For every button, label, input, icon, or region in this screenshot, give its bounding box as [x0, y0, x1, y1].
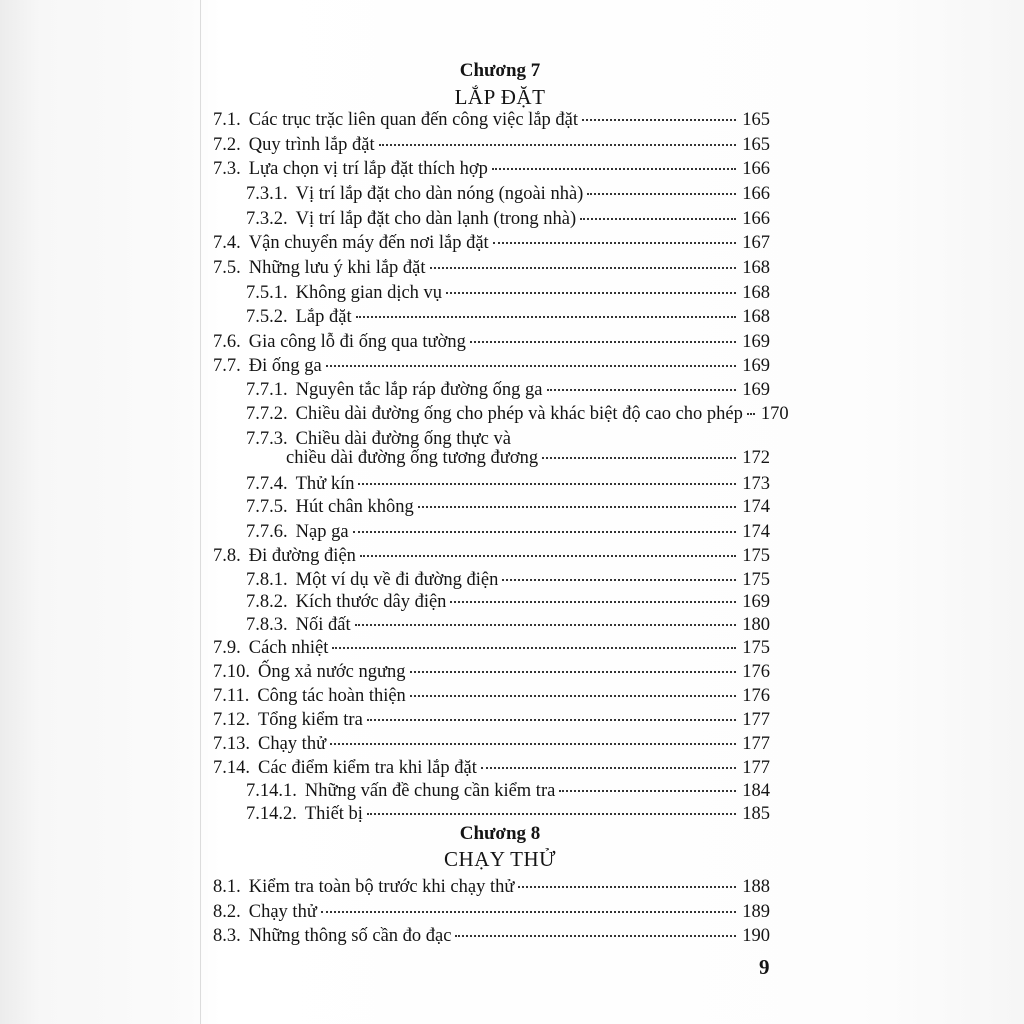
toc-entry	[213, 157, 770, 181]
toc-entry-number: 8.2.	[213, 902, 241, 922]
toc-entry	[213, 256, 770, 280]
toc-entry-number: 7.7.3.	[246, 429, 288, 449]
dot-leader	[747, 412, 755, 415]
toc-entry-title: Không gian dịch vụ	[295, 283, 443, 303]
toc-entry-number: 7.4.	[213, 233, 241, 253]
toc-entry-title: Thiết bị	[304, 804, 363, 824]
dot-leader	[367, 718, 736, 721]
dot-leader	[518, 885, 736, 888]
toc-entry-page: 174	[742, 522, 770, 542]
toc-entry-title: Nạp ga	[295, 522, 349, 542]
toc-entry-page: 169	[742, 592, 770, 612]
toc-entry-page: 175	[742, 570, 770, 590]
dot-leader	[332, 646, 736, 649]
toc-entry-title: Cách nhiệt	[248, 638, 329, 658]
toc-entry	[213, 354, 770, 378]
dot-leader	[455, 934, 736, 937]
toc-entry-page: 166	[742, 159, 770, 179]
toc-entry-title: Nguyên tắc lắp ráp đường ống ga	[295, 380, 543, 400]
toc-entry	[246, 182, 770, 206]
toc-entry	[213, 708, 770, 732]
toc-entry-title: Vận chuyển máy đến nơi lắp đặt	[248, 233, 489, 253]
dot-leader	[582, 118, 736, 121]
toc-entry	[246, 495, 770, 519]
toc-entry-title: Kích thước dây điện	[295, 592, 447, 612]
toc-entry-page: 176	[742, 686, 770, 706]
toc-entry-title: Những thông số cần đo đạc	[248, 926, 452, 946]
toc-entry	[246, 472, 770, 496]
toc-entry	[213, 108, 770, 132]
toc-entry-title: Nối đất	[295, 615, 351, 635]
toc-entry-number: 7.14.2.	[246, 804, 297, 824]
toc-entry-page: 188	[742, 877, 770, 897]
toc-entry	[213, 756, 770, 780]
toc-entry-page: 177	[742, 710, 770, 730]
toc-entry	[246, 568, 770, 592]
toc-entry-number: 7.10.	[213, 662, 250, 682]
toc-entry-title: Đi ống ga	[248, 356, 322, 376]
toc-entry-number: 7.13.	[213, 734, 250, 754]
toc-entry	[246, 590, 770, 614]
toc-entry-title: Các trục trặc liên quan đến công việc lắp đặt	[248, 110, 579, 130]
dot-leader	[379, 143, 737, 146]
toc-entry-number: 7.11.	[213, 686, 250, 706]
toc-entry-page: 174	[742, 497, 770, 517]
chapter-7-label: Chương 7	[459, 60, 541, 81]
dot-leader	[492, 167, 736, 170]
toc-entry-number: 7.3.	[213, 159, 241, 179]
toc-entry-page: 166	[742, 209, 770, 229]
toc-entry	[246, 305, 770, 329]
toc-entry-number: 7.12.	[213, 710, 250, 730]
dot-leader	[330, 742, 736, 745]
toc-entry-number: 7.7.6.	[246, 522, 288, 542]
toc-entry-number: 7.3.2.	[246, 209, 288, 229]
toc-entry-page: 167	[742, 233, 770, 253]
toc-entry-number: 7.8.1.	[246, 570, 288, 590]
toc-entry-page: 170	[760, 404, 789, 424]
toc-entry-page: 189	[742, 902, 770, 922]
toc-entry	[246, 520, 770, 544]
toc-entry	[213, 544, 770, 568]
dot-leader	[410, 670, 737, 673]
dot-leader	[326, 364, 737, 367]
toc-entry-number: 7.1.	[213, 110, 241, 130]
toc-entry-number: 7.9.	[213, 638, 241, 658]
dot-leader	[355, 623, 737, 626]
toc-entry-title: Công tác hoàn thiện	[257, 686, 406, 706]
toc-entry-page: 175	[742, 638, 770, 658]
toc-entry-page: 169	[742, 356, 770, 376]
toc-entry-number: 7.14.	[213, 758, 250, 778]
toc-entry	[213, 231, 770, 255]
toc-entry-title: Chiều dài đường ống thực và	[295, 429, 511, 449]
toc-entry-number: 7.5.	[213, 258, 241, 278]
toc-entry-page: 185	[742, 804, 770, 824]
toc-entry-page: 172	[742, 448, 770, 468]
dot-leader	[559, 789, 736, 792]
toc-entry-number: 7.7.	[213, 356, 241, 376]
toc-entry	[246, 779, 770, 803]
toc-entry-page: 166	[742, 184, 770, 204]
toc-entry-page: 184	[742, 781, 770, 801]
toc-entry	[246, 378, 770, 402]
dot-leader	[580, 217, 736, 220]
toc-entry	[213, 875, 770, 899]
toc-entry	[246, 402, 789, 426]
toc-entry-title: Đi đường điện	[248, 546, 356, 566]
toc-entry-page: 168	[742, 307, 770, 327]
toc-entry-number: 7.7.2.	[246, 404, 288, 424]
dot-leader	[360, 554, 736, 557]
dot-leader	[542, 456, 736, 459]
toc-entry-page: 176	[742, 662, 770, 682]
toc-entry-title: Chạy thử	[248, 902, 317, 922]
toc-entry	[213, 900, 770, 924]
toc-entry-number: 8.3.	[213, 926, 241, 946]
dot-leader	[353, 530, 737, 533]
toc-entry-page: 168	[742, 283, 770, 303]
toc-entry-number: 7.5.1.	[246, 283, 288, 303]
toc-entry-number: 7.7.1.	[246, 380, 288, 400]
toc-entry	[213, 660, 770, 684]
toc-entry-number: 7.6.	[213, 332, 241, 352]
toc-entry-title: Những vấn đề chung cần kiểm tra	[304, 781, 556, 801]
dot-leader	[450, 600, 736, 603]
toc-entry-number: 7.7.4.	[246, 474, 288, 494]
toc-entry-title: Hút chân không	[295, 497, 414, 517]
dot-leader	[470, 340, 736, 343]
toc-entry	[246, 281, 770, 305]
chapter-7-title: LẮP ĐẶT	[454, 85, 546, 109]
dot-leader	[356, 315, 737, 318]
dot-leader	[430, 266, 737, 269]
toc-entry	[286, 446, 770, 470]
page-number: 9	[759, 955, 770, 979]
toc-entry-number: 8.1.	[213, 877, 241, 897]
toc-entry-page: 173	[742, 474, 770, 494]
toc-entry-title: Tổng kiểm tra	[258, 710, 363, 730]
toc-entry-title: Thử kín	[295, 474, 355, 494]
toc-entry-page: 168	[742, 258, 770, 278]
toc-entry	[213, 684, 770, 708]
toc-entry	[213, 732, 770, 756]
toc-entry-title: Các điểm kiểm tra khi lắp đặt	[258, 758, 477, 778]
toc-entry-title: Lựa chọn vị trí lắp đặt thích hợp	[248, 159, 488, 179]
toc-entry	[213, 133, 770, 157]
toc-entry-number: 7.8.	[213, 546, 241, 566]
toc-entry-number: 7.3.1.	[246, 184, 288, 204]
toc-entry-title: Những lưu ý khi lắp đặt	[248, 258, 426, 278]
toc-entry-title: Vị trí lắp đặt cho dàn lạnh (trong nhà)	[295, 209, 577, 229]
toc-entry-page: 169	[742, 380, 770, 400]
dot-leader	[410, 694, 736, 697]
dot-leader	[358, 482, 736, 485]
toc-entry-number: 7.14.1.	[246, 781, 297, 801]
toc-entry	[213, 924, 770, 948]
dot-leader	[367, 812, 736, 815]
toc-entry-title: Chiều dài đường ống cho phép và khác biệt độ cao cho phép	[295, 404, 743, 424]
dot-leader	[493, 241, 737, 244]
toc-entry-title: Chạy thử	[258, 734, 327, 754]
toc-entry	[246, 207, 770, 231]
dot-leader	[446, 291, 736, 294]
toc-entry-number: 7.7.5.	[246, 497, 288, 517]
toc-entry-title: Ống xả nước ngưng	[258, 662, 406, 682]
dot-leader	[321, 910, 736, 913]
toc-entry	[213, 636, 770, 660]
toc-entry-page: 165	[742, 135, 770, 155]
toc-entry	[246, 613, 770, 637]
toc-entry-title: Gia công lỗ đi ống qua tường	[248, 332, 466, 352]
toc-entry-number: 7.8.2.	[246, 592, 288, 612]
toc-entry-page: 169	[742, 332, 770, 352]
toc-entry-title: Lắp đặt	[295, 307, 352, 327]
toc-entry-title: Vị trí lắp đặt cho dàn nóng (ngoài nhà)	[295, 184, 584, 204]
toc-entry	[213, 330, 770, 354]
toc-entry-page: 177	[742, 758, 770, 778]
toc-entry-number: 7.5.2.	[246, 307, 288, 327]
toc-entry-number: 7.2.	[213, 135, 241, 155]
dot-leader	[502, 578, 736, 581]
dot-leader	[418, 505, 736, 508]
toc-entry-page: 165	[742, 110, 770, 130]
toc-entry-page: 190	[742, 926, 770, 946]
toc-entry-page: 180	[742, 615, 770, 635]
dot-leader	[481, 766, 736, 769]
toc-entry-page: 177	[742, 734, 770, 754]
dot-leader	[587, 192, 736, 195]
toc-entry-title: Một ví dụ về đi đường điện	[295, 570, 499, 590]
toc-entry-title: Kiểm tra toàn bộ trước khi chạy thử	[248, 877, 515, 897]
dot-leader	[547, 388, 737, 391]
toc-entry-number: 7.8.3.	[246, 615, 288, 635]
toc-entry-title: Quy trình lắp đặt	[248, 135, 375, 155]
chapter-8-label: Chương 8	[459, 823, 541, 844]
toc-entry-title: chiều dài đường ống tương đương	[286, 448, 539, 468]
toc-entry-page: 175	[742, 546, 770, 566]
chapter-8-title: CHẠY THỬ	[444, 847, 556, 871]
